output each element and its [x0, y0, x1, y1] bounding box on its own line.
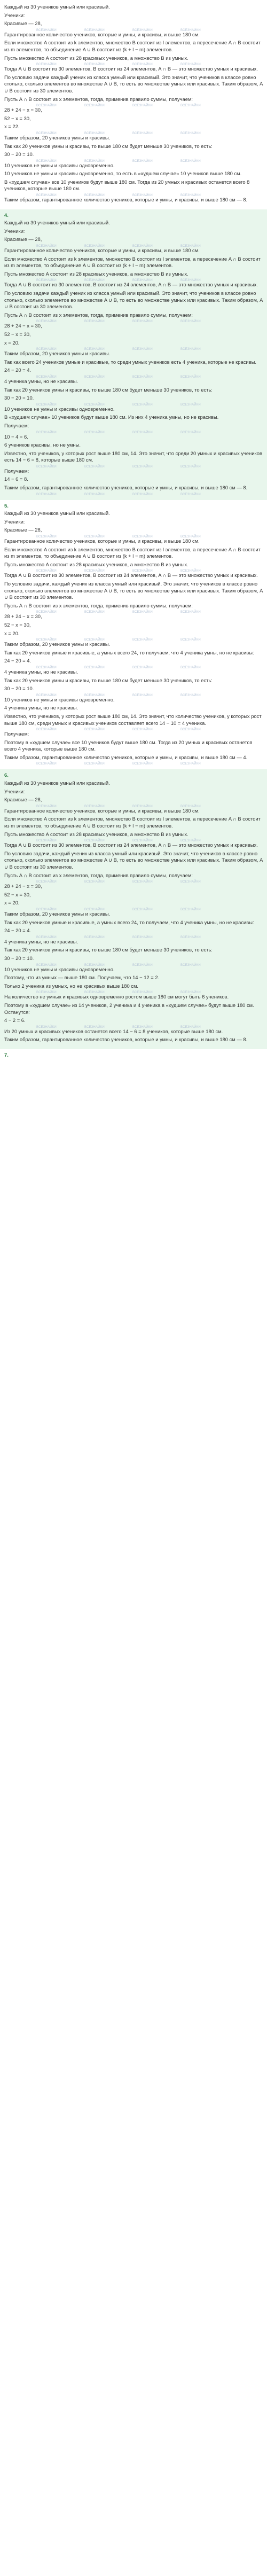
- solution-line: 4 − 2 = 6.: [4, 1017, 26, 1024]
- solution-line: Тогда A ∪ B состоит из 30 элементов, B состоит из 24 элементов, A ∩ B — это множество умных и красивых.: [4, 572, 258, 579]
- watermark-text: ВСЕЗНАЙКИ: [132, 279, 153, 283]
- watermark-text: ВСЕЗНАЙКИ: [132, 375, 153, 379]
- watermark-text: ВСЕЗНАЙКИ: [180, 375, 201, 379]
- watermark-text: ВСЕЗНАЙКИ: [132, 403, 153, 407]
- solution-line: Таким образом, гарантированное количество учеников, которые и умны, и красивы, и выше 180 см — 8.: [4, 485, 248, 491]
- watermark-row: [4, 491, 263, 495]
- watermark-text: ВСЕЗНАЙКИ: [180, 431, 201, 434]
- watermark-row: [4, 346, 263, 350]
- solution-line: Так как 20 учеников умны и красивы, то выше 180 см будет меньше 30 учеников, то есть:: [4, 386, 213, 393]
- watermark-text: ВСЕЗНАЙКИ: [132, 762, 153, 766]
- watermark-text: ВСЕЗНАЙКИ: [84, 131, 105, 135]
- watermark-text: ВСЕЗНАЙКИ: [36, 131, 57, 135]
- watermark-text: ВСЕЗНАЙКИ: [180, 245, 201, 248]
- watermark-text: ВСЕЗНАЙКИ: [132, 638, 153, 642]
- watermark-text: ВСЕЗНАЙКИ: [36, 493, 57, 496]
- watermark-text: ВСЕЗНАЙКИ: [36, 28, 57, 32]
- watermark-row: [4, 907, 263, 910]
- solution-line: Тогда A ∪ B состоит из 30 элементов, B состоит из 24 элементов, A ∩ B — это множество умных и красивых.: [4, 66, 258, 72]
- watermark-text: ВСЕЗНАЙКИ: [132, 1025, 153, 1029]
- watermark-row: [4, 637, 263, 641]
- watermark-text: ВСЕЗНАЙКИ: [180, 348, 201, 352]
- solution-line: По условию задачи каждый ученик из класса умный или красивый. Это значит, что учеников в классе ровно столько, сколько элементов во множестве A ∪ B, то есть во множестве умных или красивых. Таким образом, A ∪ B состоит из 30 элементов.: [4, 290, 263, 310]
- watermark-text: ВСЕЗНАЙКИ: [180, 805, 201, 808]
- watermark-text: ВСЕЗНАЙКИ: [180, 535, 201, 539]
- solution-line: Каждый из 30 учеников умный или красивый.: [4, 220, 110, 226]
- watermark-text: ВСЕЗНАЙКИ: [84, 63, 105, 67]
- solution-line: 10 учеников не умны и красивы одновременно, то есть в «худшем случае» 10 учеников выше 180 см.: [4, 170, 242, 177]
- watermark-text: ВСЕЗНАЙКИ: [132, 320, 153, 324]
- solution-line: Ученики:: [4, 518, 25, 525]
- watermark-text: ВСЕЗНАЙКИ: [84, 908, 105, 911]
- watermark-text: ВСЕЗНАЙКИ: [36, 839, 57, 843]
- solution-line: 30 − 20 = 10.: [4, 395, 34, 401]
- solution-line: По условию задачи, каждый ученик из класса умный или красивый. Это значит, что учеников в классе ровно столько, сколько элементов во множестве A ∪ B, то есть во множестве умных или красивых. Таким образом, A ∪ B состоит из 30 элементов.: [4, 581, 263, 600]
- watermark-text: ВСЕЗНАЙКИ: [36, 908, 57, 911]
- watermark-text: ВСЕЗНАЙКИ: [36, 666, 57, 669]
- solution-line: Таким образом, 20 учеников умны и красивы.: [4, 134, 111, 140]
- solution-line: Так как всего 24 учеников умные и красивые, то среди умных учеников есть 4 ученика, которые не красивы.: [4, 358, 256, 365]
- watermark-text: ВСЕЗНАЙКИ: [132, 159, 153, 163]
- solution-line: Так как 20 учеников умные и красивые, а умных всего 24, то получаем, что 4 ученика умны, но не красивы:: [4, 649, 254, 655]
- solution-line: Красивые — 28,: [4, 797, 42, 803]
- watermark-text: ВСЕЗНАЙКИ: [84, 805, 105, 808]
- watermark-text: ВСЕЗНАЙКИ: [84, 935, 105, 939]
- solution-line: Если множество A состоит из k элементов, множество B состоит из l элементов, а пересечение A ∩ B состоит из m элементов, то объединение A ∪ B состоит из (k + l − m) элементов.: [4, 255, 261, 269]
- watermark-text: ВСЕЗНАЙКИ: [132, 104, 153, 108]
- watermark-text: ВСЕЗНАЙКИ: [36, 159, 57, 163]
- solution-line: 10 учеников не умны и красивы одновременно.: [4, 966, 115, 972]
- watermark-text: ВСЕЗНАЙКИ: [180, 320, 201, 324]
- solution-line: Пусть A ∩ B состоит из x элементов, тогда, применив правило суммы, получаем:: [4, 311, 193, 318]
- watermark-row: [4, 568, 263, 572]
- solution-line: Пусть множество A состоит из 28 красивых учеников, а множество B из умных.: [4, 831, 189, 837]
- solution-line: 30 − 20 = 10.: [4, 955, 34, 961]
- solution-line: x = 20.: [4, 339, 20, 346]
- solution-line: Ученики:: [4, 12, 25, 18]
- watermark-text: ВСЕЗНАЙКИ: [180, 839, 201, 843]
- watermark-text: ВСЕЗНАЙКИ: [132, 839, 153, 843]
- answer-block: [0, 0, 267, 209]
- solution-line: По условию задачи каждый ученик из класса умный или красивый. Это значит, что учеников в классе ровно столько, сколько элементов во множестве A ∪ B, то есть во множестве умных или красивых. Таким образом, A ∪ B состоит из 30 элементов.: [4, 74, 263, 93]
- watermark-text: ВСЕЗНАЙКИ: [180, 638, 201, 642]
- solution-line: Только 2 ученика из умных, но не красивых выше 180 см.: [4, 982, 139, 989]
- watermark-text: ВСЕЗНАЙКИ: [132, 728, 153, 732]
- watermark-row: [4, 989, 263, 993]
- watermark-text: ВСЕЗНАЙКИ: [84, 403, 105, 407]
- watermark-text: ВСЕЗНАЙКИ: [132, 63, 153, 67]
- watermark-text: ВСЕЗНАЙКИ: [36, 762, 57, 766]
- watermark-text: ВСЕЗНАЙКИ: [36, 279, 57, 283]
- watermark-text: ВСЕЗНАЙКИ: [132, 535, 153, 539]
- watermark-row: [4, 838, 263, 841]
- solution-line: Ученики:: [4, 788, 25, 794]
- solution-line: 30 − 20 = 10.: [4, 151, 34, 158]
- watermark-text: ВСЕЗНАЙКИ: [132, 611, 153, 614]
- watermark-text: ВСЕЗНАЙКИ: [36, 569, 57, 573]
- watermark-text: ВСЕЗНАЙКИ: [84, 159, 105, 163]
- watermark-text: ВСЕЗНАЙКИ: [36, 431, 57, 434]
- solution-line: 4 ученика умны, но не красивы.: [4, 938, 78, 944]
- watermark-text: ВСЕЗНАЙКИ: [84, 963, 105, 967]
- solution-line: 28 + 24 − x = 30,: [4, 323, 42, 329]
- watermark-text: ВСЕЗНАЙКИ: [36, 638, 57, 642]
- watermark-text: ВСЕЗНАЙКИ: [180, 666, 201, 669]
- watermark-text: ВСЕЗНАЙКИ: [132, 935, 153, 939]
- watermark-text: ВСЕЗНАЙКИ: [132, 963, 153, 967]
- solution-line: 28 + 24 − x = 30,: [4, 613, 42, 620]
- watermark-text: ВСЕЗНАЙКИ: [84, 375, 105, 379]
- watermark-text: ВСЕЗНАЙКИ: [84, 762, 105, 766]
- watermark-text: ВСЕЗНАЙКИ: [36, 991, 57, 995]
- watermark-text: ВСЕЗНАЙКИ: [36, 805, 57, 808]
- watermark-text: ВСЕЗНАЙКИ: [180, 403, 201, 407]
- answer-block: [0, 769, 267, 1049]
- watermark-text: ВСЕЗНАЙКИ: [84, 279, 105, 283]
- solution-line: Пусть A ∩ B состоит из x элементов, тогда, применив правило суммы, получаем:: [4, 602, 193, 608]
- watermark-row: [4, 158, 263, 162]
- watermark-row: [4, 277, 263, 281]
- solution-line: 10 учеников не умны и красивы одновременно.: [4, 162, 115, 168]
- solution-line: Гарантированное количество учеников, которые и умны, и красивы, и выше 180 см.: [4, 31, 200, 37]
- solution-line: Гарантированное количество учеников, которые и умны, и красивы, и выше 180 см.: [4, 807, 200, 814]
- watermark-text: ВСЕЗНАЙКИ: [180, 279, 201, 283]
- watermark-text: ВСЕЗНАЙКИ: [36, 348, 57, 352]
- watermark-text: ВСЕЗНАЙКИ: [84, 431, 105, 434]
- solution-line: Из 20 умных и красивых учеников останется всего 14 − 6 = 8 учеников, которые выше 180 см.: [4, 1028, 223, 1034]
- watermark-row: [4, 934, 263, 938]
- watermark-row: [4, 130, 263, 134]
- watermark-text: ВСЕЗНАЙКИ: [84, 991, 105, 995]
- solution-line: Если множество A состоит из k элементов, множество B состоит из l элементов, а пересечение A ∩ B состоит из m элементов, то объединение A ∪ B состоит из (k + l − m) элементов.: [4, 816, 261, 829]
- watermark-text: ВСЕЗНАЙКИ: [180, 159, 201, 163]
- watermark-row: [4, 665, 263, 668]
- watermark-text: ВСЕЗНАЙКИ: [132, 465, 153, 469]
- watermark-text: ВСЕЗНАЙКИ: [84, 104, 105, 108]
- watermark-text: ВСЕЗНАЙКИ: [36, 403, 57, 407]
- solution-line: x = 20.: [4, 900, 20, 906]
- watermark-text: ВСЕЗНАЙКИ: [36, 104, 57, 108]
- solution-line: Пусть A ∩ B состоит из x элементов, тогда, применив правило суммы, получаем:: [4, 96, 193, 102]
- solution-line: Гарантированное количество учеников, которые и умны, и красивы, и выше 180 см.: [4, 247, 200, 254]
- watermark-row: [4, 430, 263, 433]
- watermark-text: ВСЕЗНАЙКИ: [180, 762, 201, 766]
- watermark-text: ВСЕЗНАЙКИ: [36, 880, 57, 884]
- watermark-row: [4, 103, 263, 106]
- watermark-text: ВСЕЗНАЙКИ: [84, 693, 105, 697]
- solution-line: 52 − x = 30,: [4, 115, 31, 121]
- watermark-text: ВСЕЗНАЙКИ: [84, 880, 105, 884]
- solution-line: Пусть A ∩ B состоит из x элементов, тогда, применив правило суммы, получаем:: [4, 872, 193, 878]
- solution-line: 52 − x = 30,: [4, 621, 31, 628]
- watermark-text: ВСЕЗНАЙКИ: [36, 245, 57, 248]
- solution-line: 52 − x = 30,: [4, 331, 31, 337]
- solution-line: 24 − 20 = 4.: [4, 658, 32, 664]
- solution-line: 4 ученика умны, но не красивы.: [4, 705, 78, 711]
- watermark-row: [4, 318, 263, 322]
- watermark-row: [4, 402, 263, 405]
- solution-line: x = 20.: [4, 630, 20, 636]
- watermark-text: ВСЕЗНАЙКИ: [84, 1025, 105, 1029]
- solution-line: Получаем:: [4, 422, 29, 428]
- solution-line: По условию задачи, каждый ученик из класса умный или красивый. Это значит, что учеников в классе ровно столько, сколько элементов во множестве A ∪ B, то есть во множестве умных или красивых. Таким образом, A ∪ B состоит из 30 элементов.: [4, 850, 263, 870]
- answer-block: [0, 500, 267, 770]
- watermark-text: ВСЕЗНАЙКИ: [84, 535, 105, 539]
- solution-line: 10 учеников не умны и красивы одновременно.: [4, 696, 115, 702]
- watermark-text: ВСЕЗНАЙКИ: [180, 991, 201, 995]
- watermark-text: ВСЕЗНАЙКИ: [180, 493, 201, 496]
- watermark-text: ВСЕЗНАЙКИ: [84, 348, 105, 352]
- watermark-text: ВСЕЗНАЙКИ: [84, 666, 105, 669]
- watermark-text: ВСЕЗНАЙКИ: [84, 728, 105, 732]
- solution-line: Каждый из 30 учеников умный или красивый.: [4, 4, 110, 10]
- solution-line: Известно, что учеников, у которых рост выше 180 см, 14. Это значит, что количество учеников, у которых рост выше 180 см, среди умных и красивых учеников составляет всего 14 − 10 = 4 ученика.: [4, 713, 262, 726]
- solution-line: Известно, что учеников, у которых рост выше 180 см, 14. Это значит, что среди 20 умных и красивых учеников есть 14 − 6 = 8, которые выше 180 см.: [4, 450, 262, 463]
- solution-line: Красивые — 28,: [4, 236, 42, 243]
- solution-line: Поэтому в «худшем случае» из 14 учеников, 2 ученика и 4 ученика в «худшем случае» будут выше 180 см. Останутся:: [4, 1002, 254, 1015]
- solution-line: Так как 20 учеников умны и красивы, то выше 180 см будет меньше 30 учеников, то есть:: [4, 143, 213, 149]
- solution-line: 52 − x = 30,: [4, 891, 31, 897]
- solution-line: В «худшем случае» все 10 учеников будут выше 180 см. Тогда из 20 умных и красивых останется всего 8 учеников, которые выше 180 см.: [4, 178, 250, 192]
- watermark-text: ВСЕЗНАЙКИ: [180, 104, 201, 108]
- watermark-text: ВСЕЗНАЙКИ: [180, 63, 201, 67]
- watermark-text: ВСЕЗНАЙКИ: [180, 908, 201, 911]
- answer-block: [0, 209, 267, 500]
- watermark-row: [4, 534, 263, 537]
- solution-line: Пусть множество A состоит из 28 красивых учеников, а множество B из умных.: [4, 561, 189, 567]
- watermark-text: ВСЕЗНАЙКИ: [84, 194, 105, 198]
- solution-line: 10 учеников не умны и красивы одновременно.: [4, 405, 115, 412]
- solution-line: Если множество A состоит из k элементов, множество B состоит из l элементов, а пересечение A ∩ B состоит из m элементов, то объединение A ∪ B состоит из (k + l − m) элементов.: [4, 546, 261, 559]
- solution-line: Красивые — 28,: [4, 20, 42, 27]
- watermark-text: ВСЕЗНАЙКИ: [36, 63, 57, 67]
- watermark-row: [4, 374, 263, 378]
- watermark-text: ВСЕЗНАЙКИ: [84, 638, 105, 642]
- solution-line: 4 ученика умны, но не красивы.: [4, 668, 78, 675]
- solution-line: Таким образом, гарантированное количество учеников, которые и умны, и красивы, и выше 180 см — 8.: [4, 1036, 248, 1043]
- watermark-text: ВСЕЗНАЙКИ: [132, 666, 153, 669]
- solution-line: Получаем:: [4, 467, 29, 474]
- solution-line: 6 учеников красивы, но не умны.: [4, 442, 81, 448]
- solution-line: Таким образом, гарантированное количество учеников, которые и умны, и красивы, и выше 180 см — 8.: [4, 197, 248, 203]
- watermark-text: ВСЕЗНАЙКИ: [132, 131, 153, 135]
- watermark-text: ВСЕЗНАЙКИ: [132, 348, 153, 352]
- solution-line: Гарантированное количество учеников, которые и умны, и красивы, и выше 180 см.: [4, 538, 200, 544]
- watermark-text: ВСЕЗНАЙКИ: [36, 320, 57, 324]
- answer-number: 7.: [4, 1051, 9, 1058]
- watermark-text: ВСЕЗНАЙКИ: [36, 611, 57, 614]
- solution-line: 24 − 20 = 4.: [4, 367, 32, 373]
- watermark-text: ВСЕЗНАЙКИ: [180, 569, 201, 573]
- watermark-text: ВСЕЗНАЙКИ: [180, 693, 201, 697]
- watermark-text: ВСЕЗНАЙКИ: [132, 991, 153, 995]
- solution-line: Таким образом, гарантированное количество учеников, которые и умны, и красивы, и выше 180 см — 4.: [4, 754, 248, 760]
- solution-line: Каждый из 30 учеников умный или красивый.: [4, 780, 110, 786]
- solution-line: 4 ученика умны, но не красивы.: [4, 378, 78, 384]
- solution-line: 24 − 20 = 4.: [4, 927, 32, 934]
- answer-number: 5.: [4, 502, 9, 509]
- solution-line: Каждый из 30 учеников умный или красивый.: [4, 510, 110, 517]
- watermark-text: ВСЕЗНАЙКИ: [132, 569, 153, 573]
- watermark-text: ВСЕЗНАЙКИ: [84, 320, 105, 324]
- watermark-text: ВСЕЗНАЙКИ: [132, 194, 153, 198]
- watermark-text: ВСЕЗНАЙКИ: [132, 880, 153, 884]
- solution-line: Таким образом, 20 учеников умны и красивы.: [4, 350, 111, 357]
- watermark-text: ВСЕЗНАЙКИ: [84, 493, 105, 496]
- solution-line: Таким образом, 20 учеников умны и красивы.: [4, 641, 111, 647]
- watermark-text: ВСЕЗНАЙКИ: [36, 728, 57, 732]
- watermark-text: ВСЕЗНАЙКИ: [180, 963, 201, 967]
- solution-line: Так как 20 учеников умны и красивы, то выше 180 см будет меньше 30 учеников, то есть:: [4, 677, 213, 683]
- watermark-text: ВСЕЗНАЙКИ: [132, 245, 153, 248]
- watermark-text: ВСЕЗНАЙКИ: [36, 465, 57, 469]
- watermark-row: [4, 879, 263, 883]
- watermark-text: ВСЕЗНАЙКИ: [84, 611, 105, 614]
- solution-line: Поэтому в «худшем случае» все 10 учеников будут выше 180 см. Тогда из 20 умных и красивых останется всего 4 ученика, которые выше 180 см.: [4, 739, 253, 752]
- watermark-row: [4, 692, 263, 696]
- watermark-text: ВСЕЗНАЙКИ: [84, 839, 105, 843]
- solution-line: Пусть множество A состоит из 28 красивых учеников, а множество B из умных.: [4, 54, 189, 61]
- watermark-row: [4, 803, 263, 807]
- watermark-row: [4, 1024, 263, 1028]
- watermark-row: [4, 27, 263, 31]
- watermark-text: ВСЕЗНАЙКИ: [84, 465, 105, 469]
- answer-number: 4.: [4, 212, 9, 218]
- solution-line: Ученики:: [4, 228, 25, 234]
- watermark-text: ВСЕЗНАЙКИ: [84, 245, 105, 248]
- watermark-text: ВСЕЗНАЙКИ: [84, 28, 105, 32]
- watermark-text: ВСЕЗНАЙКИ: [36, 935, 57, 939]
- watermark-row: [4, 464, 263, 467]
- solution-line: 14 − 6 = 8.: [4, 476, 28, 482]
- watermark-text: ВСЕЗНАЙКИ: [36, 1025, 57, 1029]
- solution-line: Таким образом, 20 учеников умны и красивы.: [4, 910, 111, 917]
- solution-line: Так как 20 учеников умны и красивы, то выше 180 см будет меньше 30 учеников, то есть:: [4, 947, 213, 953]
- watermark-text: ВСЕЗНАЙКИ: [180, 131, 201, 135]
- solution-line: Красивые — 28,: [4, 527, 42, 533]
- solution-line: На количество не умных и красивых одновременно ростом выше 180 см могут быть 6 учеников.: [4, 994, 229, 1000]
- watermark-text: ВСЕЗНАЙКИ: [132, 693, 153, 697]
- solution-line: Тогда A ∪ B состоит из 30 элементов, B состоит из 24 элементов, A ∩ B — это множество умных и красивых.: [4, 842, 258, 848]
- solution-line: Если множество A состоит из k элементов, множество B состоит из l элементов, а пересечение A ∩ B состоит из m элементов, то объединение A ∪ B состоит из (k + l − m) элементов.: [4, 40, 261, 52]
- watermark-text: ВСЕЗНАЙКИ: [36, 194, 57, 198]
- watermark-text: ВСЕЗНАЙКИ: [132, 28, 153, 32]
- watermark-text: ВСЕЗНАЙКИ: [180, 611, 201, 614]
- answer-number: 6.: [4, 772, 9, 778]
- solution-line: Тогда A ∪ B состоит из 30 элементов, B состоит из 24 элементов, A ∩ B — это множество умных и красивых.: [4, 282, 258, 288]
- watermark-text: ВСЕЗНАЙКИ: [36, 693, 57, 697]
- watermark-text: ВСЕЗНАЙКИ: [180, 935, 201, 939]
- watermark-text: ВСЕЗНАЙКИ: [180, 728, 201, 732]
- watermark-text: ВСЕЗНАЙКИ: [132, 493, 153, 496]
- solution-line: 28 + 24 − x = 30,: [4, 107, 42, 113]
- watermark-text: ВСЕЗНАЙКИ: [132, 431, 153, 434]
- watermark-text: ВСЕЗНАЙКИ: [180, 194, 201, 198]
- watermark-row: [4, 61, 263, 65]
- watermark-text: ВСЕЗНАЙКИ: [36, 963, 57, 967]
- watermark-text: ВСЕЗНАЙКИ: [180, 465, 201, 469]
- solution-line: 30 − 20 = 10.: [4, 685, 34, 692]
- watermark-text: ВСЕЗНАЙКИ: [180, 28, 201, 32]
- watermark-row: [4, 962, 263, 966]
- watermark-text: ВСЕЗНАЙКИ: [132, 908, 153, 911]
- watermark-text: ВСЕЗНАЙКИ: [180, 880, 201, 884]
- watermark-text: ВСЕЗНАЙКИ: [36, 375, 57, 379]
- solution-line: x = 22.: [4, 123, 20, 130]
- solution-line: 10 − 4 = 6.: [4, 433, 28, 440]
- watermark-text: ВСЕЗНАЙКИ: [180, 1025, 201, 1029]
- watermark-row: [4, 192, 263, 196]
- watermark-text: ВСЕЗНАЙКИ: [84, 569, 105, 573]
- watermark-row: [4, 727, 263, 730]
- watermark-text: ВСЕЗНАЙКИ: [132, 805, 153, 808]
- solution-line: Так как 20 учеников умные и красивые, а умных всего 24, то получаем, что 4 ученика умны, но не красивы:: [4, 919, 254, 925]
- answer-block: [0, 1049, 267, 1064]
- watermark-row: [4, 609, 263, 613]
- solution-line: 28 + 24 − x = 30,: [4, 883, 42, 889]
- watermark-text: ВСЕЗНАЙКИ: [36, 535, 57, 539]
- solution-line: Пусть множество A состоит из 28 красивых учеников, а множество B из умных.: [4, 270, 189, 277]
- solution-line: В «худшем случае» 10 учеников будут выше 180 см. Из них 4 ученика умны, но не красивы.: [4, 414, 219, 420]
- watermark-row: [4, 761, 263, 764]
- solution-line: Поэтому, что из умных — выше 180 см. Получаем, что 14 − 12 = 2.: [4, 974, 160, 981]
- solution-line: Получаем:: [4, 731, 29, 737]
- watermark-row: [4, 243, 263, 247]
